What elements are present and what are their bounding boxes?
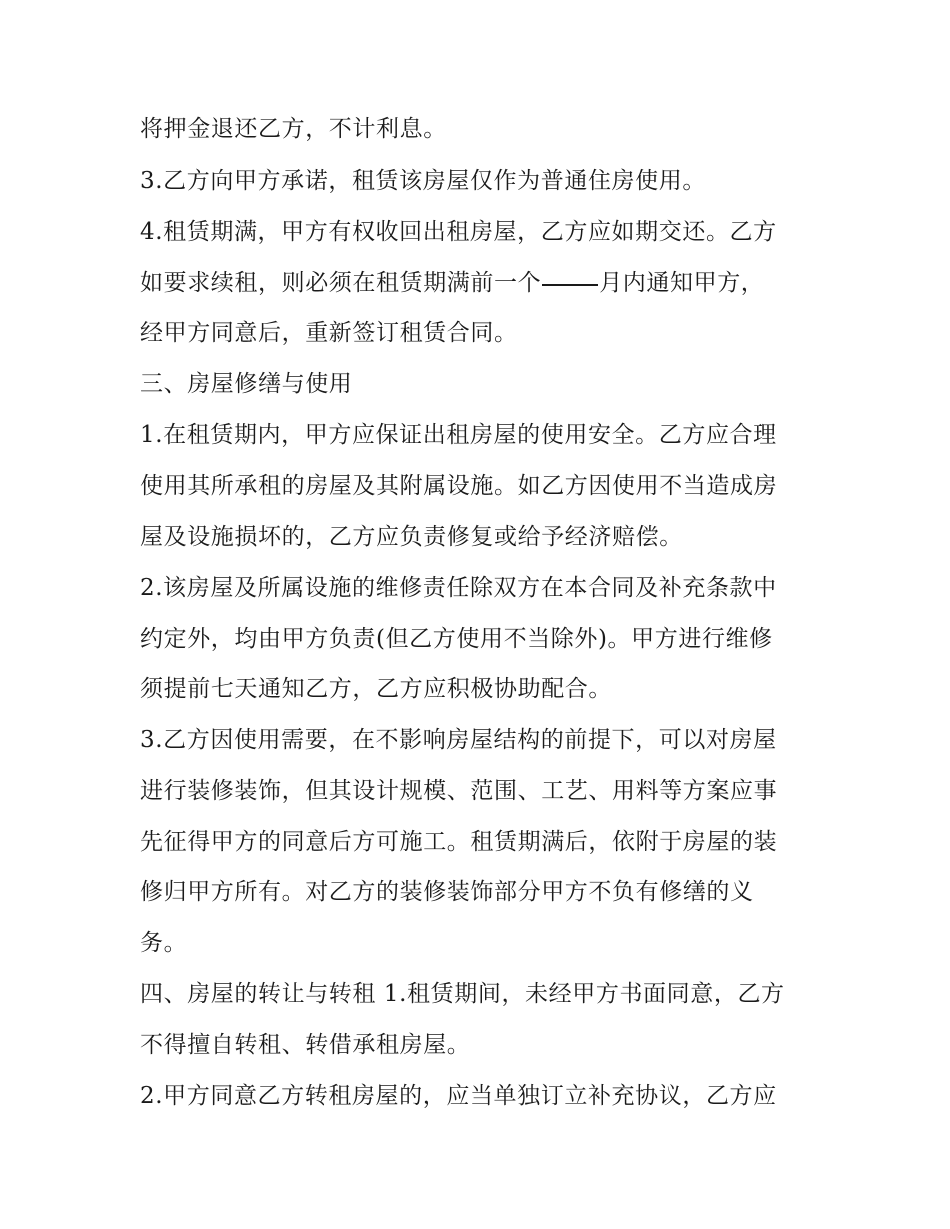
fill-in-blank: [542, 284, 598, 286]
text-line: 约定外，均由甲方负责(但乙方使用不当除外)。甲方进行维修: [140, 626, 773, 652]
text-line: 2.甲方同意乙方转租房屋的，应当单独订立补充协议，乙方应: [140, 1083, 777, 1109]
text-line: 4.租赁期满，甲方有权收回出租房屋，乙方应如期交还。乙方: [140, 219, 777, 245]
text-line: 先征得甲方的同意后方可施工。租赁期满后，依附于房屋的装: [140, 829, 778, 855]
text-line: [140, 263, 840, 303]
text-line: 务。: [140, 930, 188, 956]
text-line: 进行装修装饰，但其设计规模、范围、工艺、用料等方案应事: [140, 778, 778, 804]
text-line: 3.乙方向甲方承诺，租赁该房屋仅作为普通住房使用。: [140, 168, 706, 194]
text-line: 不得擅自转租、转借承租房屋。: [140, 1032, 471, 1058]
text-line: 将押金退还乙方，不计利息。: [140, 116, 447, 142]
section-heading: 三、房屋修缮与使用: [140, 371, 353, 397]
text-segment: 如要求续租，则必须在租赁期满前一个: [140, 270, 542, 296]
text-line: 修归甲方所有。对乙方的装修装饰部分甲方不负有修缮的义: [140, 879, 754, 905]
text-line: 使用其所承租的房屋及其附属设施。如乙方因使用不当造成房: [140, 473, 778, 499]
section-heading: 四、房屋的转让与转租 1.租赁期间，未经甲方书面同意，乙方: [140, 981, 785, 1007]
text-line: 屋及设施损坏的，乙方应负责修复或给予经济赔偿。: [140, 524, 683, 550]
text-line: 1.在租赁期内，甲方应保证出租房屋的使用安全。乙方应合理: [140, 422, 777, 448]
text-line: 2.该房屋及所属设施的维修责任除双方在本合同及补充条款中: [140, 575, 777, 601]
text-segment: 月内通知甲方，: [599, 270, 765, 296]
text-line: 须提前七天通知乙方，乙方应积极协助配合。: [140, 676, 612, 702]
text-line: 3.乙方因使用需要，在不影响房屋结构的前提下，可以对房屋: [140, 727, 777, 753]
text-line: 经甲方同意后，重新签订租赁合同。: [140, 320, 518, 346]
